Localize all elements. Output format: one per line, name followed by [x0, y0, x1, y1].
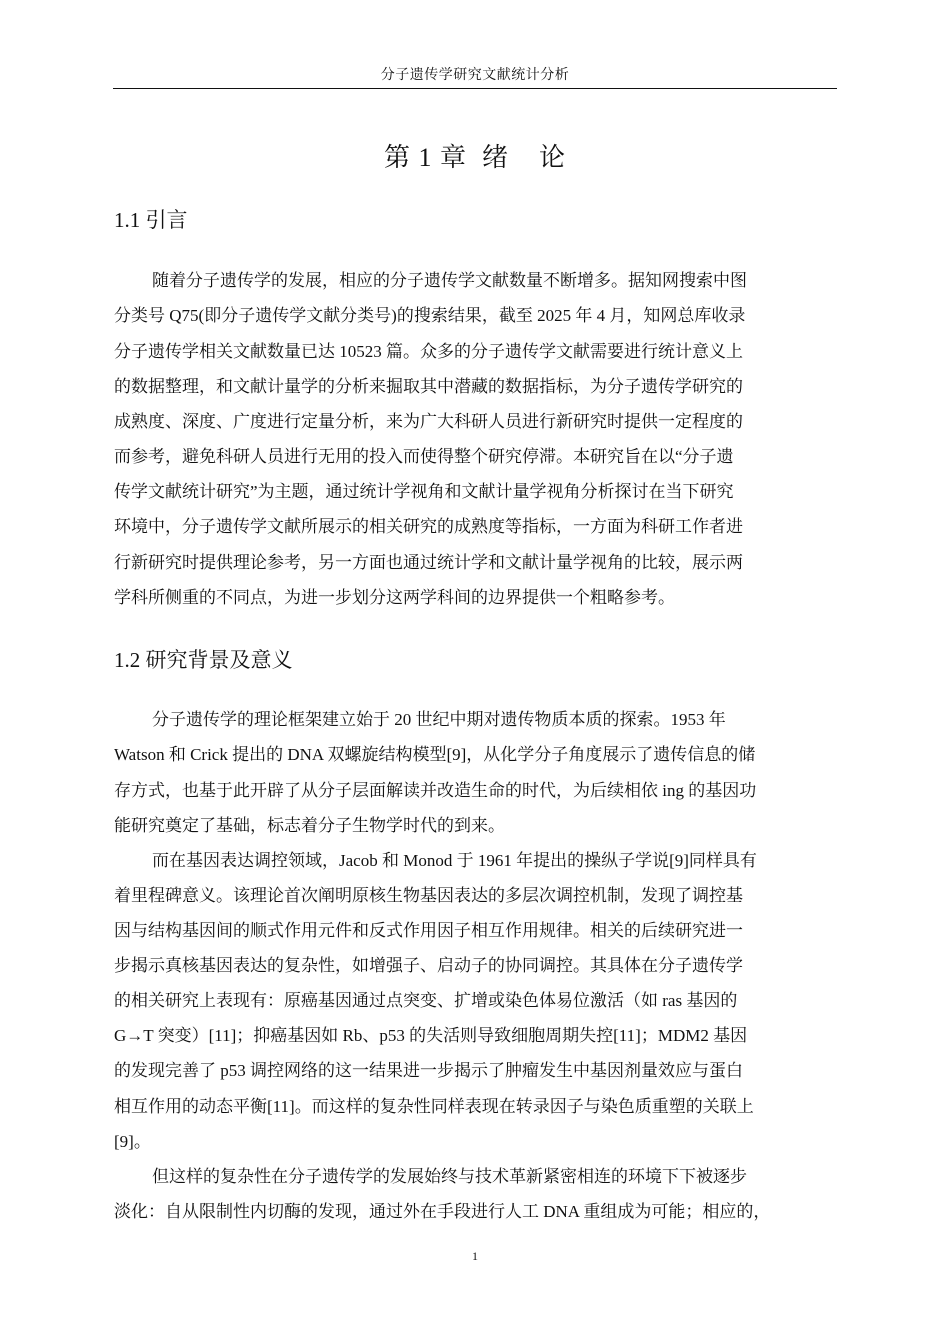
running-header: 分子遗传学研究文献统计分析 — [380, 68, 570, 83]
paragraph-line: 学科所侧重的不同点，为进一步划分这两学科间的边界提供一个粗略参考。 — [114, 588, 675, 607]
section-heading-1-2: 1.2 研究背景及意义 — [114, 648, 293, 672]
paragraph-line: 传学文献统计研究”为主题，通过统计学视角和文献计量学视角分析探讨在当下研究 — [114, 482, 734, 501]
page-number: 1 — [472, 1249, 478, 1263]
paragraph-line: 存方式，也基于此开辟了从分子层面解读并改造生命的时代，为后续相依 ing 的基因功 — [114, 781, 757, 800]
paragraph-line: 而在基因表达调控领域，Jacob 和 Monod 于 1961 年提出的操纵子学说[9]同样具有 — [152, 851, 757, 870]
paragraph-line: 而参考，避免科研人员进行无用的投入而使得整个研究停滞。本研究旨在以“分子遗 — [114, 447, 734, 466]
paragraph-line: 步揭示真核基因表达的复杂性，如增强子、启动子的协同调控。其具体在分子遗传学 — [114, 956, 743, 975]
paragraph-line: 分子遗传学的理论框架建立始于 20 世纪中期对遗传物质本质的探索。1953 年 — [152, 710, 726, 729]
paragraph-line: 但这样的复杂性在分子遗传学的发展始终与技术革新紧密相连的环境下下被逐步 — [152, 1167, 747, 1186]
paragraph-line: 着里程碑意义。该理论首次阐明原核生物基因表达的多层次调控机制，发现了调控基 — [114, 886, 743, 905]
paragraph-line: 成熟度、深度、广度进行定量分析，来为广大科研人员进行新研究时提供一定程度的 — [114, 412, 743, 431]
chapter-title: 第 1 章 绪 论 — [383, 143, 566, 172]
paragraph-line: G→T 突变）[11]；抑癌基因如 Rb、p53 的失活则导致细胞周期失控[11]；MDM2 基因 — [114, 1026, 748, 1045]
section-heading-1-1: 1.1 引言 — [114, 208, 188, 232]
paragraph-line: 的相关研究上表现有：原癌基因通过点突变、扩增或染色体易位激活（如 ras 基因的 — [114, 991, 738, 1010]
paragraph-line: 随着分子遗传学的发展，相应的分子遗传学文献数量不断增多。据知网搜索中图 — [152, 271, 747, 290]
paragraph-line: 分类号 Q75(即分子遗传学文献分类号)的搜索结果，截至 2025 年 4 月，知网总库收录 — [114, 306, 746, 325]
paragraph-line: Watson 和 Crick 提出的 DNA 双螺旋结构模型[9]，从化学分子角度展示了遗传信息的储 — [114, 745, 756, 764]
paragraph-line: 能研究奠定了基础，标志着分子生物学时代的到来。 — [114, 816, 505, 835]
paragraph-line: 淡化：自从限制性内切酶的发现，通过外在手段进行人工 DNA 重组成为可能；相应的， — [114, 1202, 771, 1221]
paragraph-line: 的发现完善了 p53 调控网络的这一结果进一步揭示了肿瘤发生中基因剂量效应与蛋白 — [114, 1061, 743, 1080]
paragraph-line: 的数据整理，和文献计量学的分析来掘取其中潜藏的数据指标，为分子遗传学研究的 — [114, 377, 743, 396]
paragraph-line: 环境中，分子遗传学文献所展示的相关研究的成熟度等指标，一方面为科研工作者进 — [114, 517, 743, 536]
paragraph-line: 因与结构基因间的顺式作用元件和反式作用因子相互作用规律。相关的后续研究进一 — [114, 921, 743, 940]
paragraph-line: 行新研究时提供理论参考，另一方面也通过统计学和文献计量学视角的比较，展示两 — [114, 553, 743, 572]
paragraph-line: 相互作用的动态平衡[11]。而这样的复杂性同样表现在转录因子与染色质重塑的关联上 — [114, 1097, 754, 1116]
header-rule — [113, 88, 837, 89]
paragraph-line: [9]。 — [114, 1132, 151, 1151]
paragraph-line: 分子遗传学相关文献数量已达 10523 篇。众多的分子遗传学文献需要进行统计意义上 — [114, 342, 743, 361]
